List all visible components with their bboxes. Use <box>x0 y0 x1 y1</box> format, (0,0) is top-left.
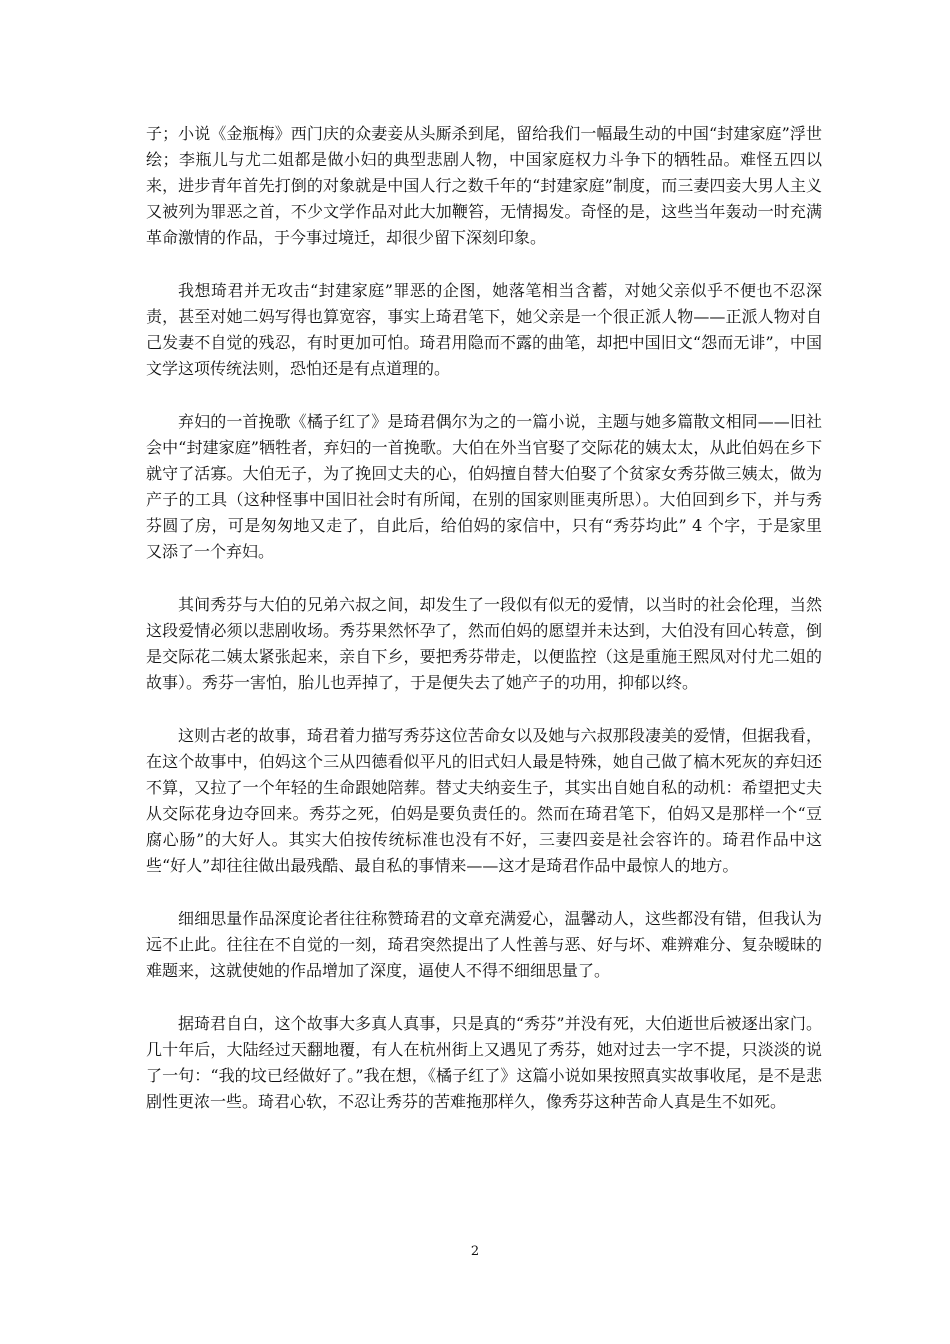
paragraph: 子；小说《金瓶梅》西门庆的众妻妾从头厮杀到尾，留给我们一幅最生动的中国“封建家庭”浮世绘；李瓶儿与尤二姐都是做小妇的典型悲剧人物，中国家庭权力斗争下的牺牲品。难怪五四以来，进步青年首先打倒的对象就是中国人行之数千年的“封建家庭”制度，而三妻四妾大男人主义又被列为罪恶之首，不少文学作品对此大加鞭笞，无情揭发。奇怪的是，这些当年轰动一时充满革命激情的作品，于今事过境迁，却很少留下深刻印象。 <box>146 124 822 247</box>
paragraph: 这则古老的故事，琦君着力描写秀芬这位苦命女以及她与六叔那段凄美的爱情，但据我看，在这个故事中，伯妈这个三从四德看似平凡的旧式妇人最是特殊，她自己做了槁木死灰的弃妇还不算，又拉了一个年轻的生命跟她陪葬。替丈夫纳妾生子，其实出自她自私的动机：希望把丈夫从交际花身边夺回来。秀芬之死，伯妈是要负责任的。然而在琦君笔下，伯妈又是那样一个“豆腐心肠”的大好人。其实大伯按传统标准也没有不好，三妻四妾是社会容许的。琦君作品中这些“好人”却往往做出最残酷、最自私的事情来——这才是琦君作品中最惊人的地方。 <box>146 726 822 875</box>
paragraph: 其间秀芬与大伯的兄弟六叔之间，却发生了一段似有似无的爱情，以当时的社会伦理，当然这段爱情必须以悲剧收场。秀芬果然怀孕了，然而伯妈的愿望并未达到，大伯没有回心转意，倒是交际花二姨太紧张起来，亲自下乡，要把秀芬带走，以便监控（这是重施王熙凤对付尤二姐的故事）。秀芬一害怕，胎儿也弄掉了，于是便失去了她产子的功用，抑郁以终。 <box>146 595 822 692</box>
paragraph: 弃妇的一首挽歌《橘子红了》是琦君偶尔为之的一篇小说，主题与她多篇散文相同——旧社会中“封建家庭”牺牲者，弃妇的一首挽歌。大伯在外当官娶了交际花的姨太太，从此伯妈在乡下就守了活寡。大伯无子，为了挽回丈夫的心，伯妈擅自替大伯娶了个贫家女秀芬做三姨太，做为产子的工具（这种怪事中国旧社会时有所闻，在别的国家则匪夷所思）。大伯回到乡下，并与秀芬圆了房，可是匆匆地又走了，自此后，给伯妈的家信中，只有“秀芬均此” 4 个字，于是家里又添了一个弃妇。 <box>146 412 822 561</box>
paragraph: 我想琦君并无攻击“封建家庭”罪恶的企图，她落笔相当含蓄，对她父亲似乎不便也不忍深责，甚至对她二妈写得也算宽容，事实上琦君笔下，她父亲是一个很正派人物——正派人物对自己发妻不自觉的残忍，有时更加可怕。琦君用隐而不露的曲笔，却把中国旧文“怨而无诽”，中国文学这项传统法则，恐怕还是有点道理的。 <box>146 281 822 378</box>
paragraph: 据琦君自白，这个故事大多真人真事，只是真的“秀芬”并没有死，大伯逝世后被逐出家门。几十年后，大陆经过天翻地覆，有人在杭州街上又遇见了秀芬，她对过去一字不提，只淡淡的说了一句：“我的坟已经做好了。”我在想，《橘子红了》这篇小说如果按照真实故事收尾，是不是悲剧性更浓一些。琦君心软，不忍让秀芬的苦难拖那样久，像秀芬这种苦命人真是生不如死。 <box>146 1014 822 1111</box>
paragraph: 细细思量作品深度论者往往称赞琦君的文章充满爱心，温馨动人，这些都没有错，但我认为远不止此。往往在不自觉的一刻，琦君突然提出了人性善与恶、好与坏、难辨难分、复杂暧昧的难题来，这就使她的作品增加了深度，逼使人不得不细细思量了。 <box>146 909 822 980</box>
page-number: 2 <box>470 1244 480 1259</box>
body-text <box>146 121 822 1142</box>
